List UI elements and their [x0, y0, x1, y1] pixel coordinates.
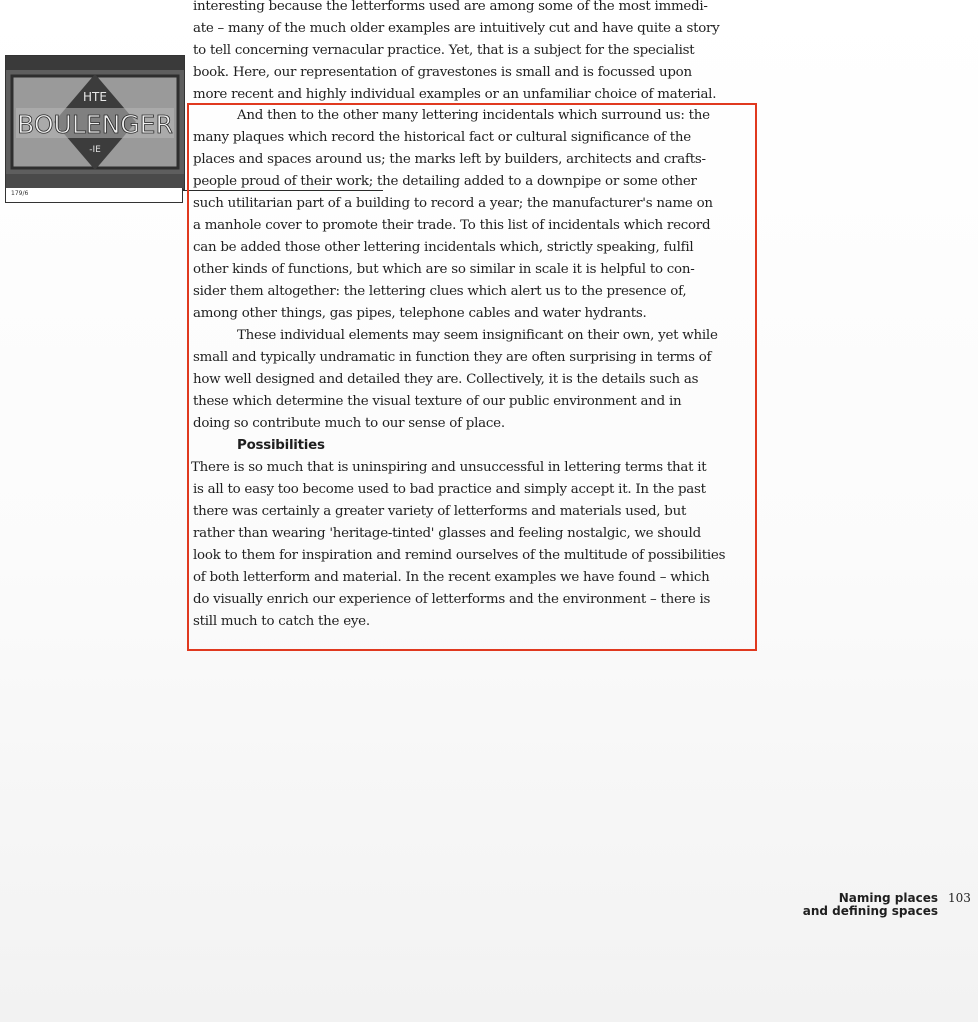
- text-line: these which determine the visual texture of our public environment and in: [193, 394, 682, 409]
- text-line: of both letterform and material. In the recent examples we have found – which: [193, 570, 710, 585]
- text-line: rather than wearing 'heritage-tinted' glasses and feeling nostalgic, we should: [193, 526, 701, 541]
- figure-photo: [5, 55, 185, 190]
- footer-title-line: and defining spaces: [802, 904, 938, 918]
- sign-text-bottom: -IE: [89, 145, 101, 155]
- sign-text-top: HTE: [83, 90, 107, 104]
- text-line: can be added those other lettering incidentals which, strictly speaking, fulfil: [193, 240, 694, 255]
- text-line: still much to catch the eye.: [193, 614, 370, 629]
- footer-title-line: Naming places: [838, 891, 938, 905]
- running-footer-title: [803, 892, 938, 918]
- text-line: more recent and highly individual examples or an unfamiliar choice of material.: [193, 87, 717, 102]
- text-line: And then to the other many lettering incidentals which surround us: the: [237, 108, 710, 123]
- page-number: 103: [948, 891, 971, 905]
- sign-text-main: BOULENGER: [17, 110, 173, 139]
- figure-caption: 179/6: [11, 190, 29, 197]
- text-line: a manhole cover to promote their trade. To this list of incidentals which record: [193, 218, 711, 233]
- text-line: interesting because the letterforms used are among some of the most immedi-: [193, 0, 708, 14]
- figure-caption-bar: [5, 188, 183, 203]
- text-line: people proud of their work; the detailing added to a downpipe or some other: [193, 174, 697, 189]
- text-line: places and spaces around us; the marks left by builders, architects and crafts-: [193, 152, 706, 167]
- text-line: do visually enrich our experience of letterforms and the environment – there is: [193, 592, 711, 607]
- text-line: among other things, gas pipes, telephone cables and water hydrants.: [193, 306, 647, 321]
- text-line: doing so contribute much to our sense of place.: [193, 416, 505, 431]
- text-line: small and typically undramatic in function they are often surprising in terms of: [193, 350, 712, 365]
- text-line: many plaques which record the historical fact or cultural significance of the: [193, 130, 691, 145]
- text-line: These individual elements may seem insignificant on their own, yet while: [237, 328, 718, 343]
- section-heading: Possibilities: [237, 438, 325, 453]
- text-line: to tell concerning vernacular practice. Yet, that is a subject for the specialist: [193, 43, 695, 58]
- text-line: there was certainly a greater variety of letterforms and materials used, but: [193, 504, 687, 519]
- text-line: such utilitarian part of a building to record a year; the manufacturer's name on: [193, 196, 713, 211]
- sign-image: [6, 56, 184, 189]
- text-line: is all to easy too become used to bad practice and simply accept it. In the past: [193, 482, 706, 497]
- intro-text: [193, 0, 753, 106]
- highlighted-text: [193, 105, 753, 633]
- text-line: look to them for inspiration and remind ourselves of the multitude of possibilities: [193, 548, 726, 563]
- text-line: book. Here, our representation of gravestones is small and is focussed upon: [193, 65, 692, 80]
- text-line: There is so much that is uninspiring and unsuccessful in lettering terms that it: [191, 460, 707, 475]
- text-line: how well designed and detailed they are. Collectively, it is the details such as: [193, 372, 699, 387]
- text-line: other kinds of functions, but which are so similar in scale it is helpful to con-: [193, 262, 695, 277]
- text-line: sider them altogether: the lettering clues which alert us to the presence of,: [193, 284, 687, 299]
- text-line: ate – many of the much older examples are intuitively cut and have quite a story: [193, 21, 720, 36]
